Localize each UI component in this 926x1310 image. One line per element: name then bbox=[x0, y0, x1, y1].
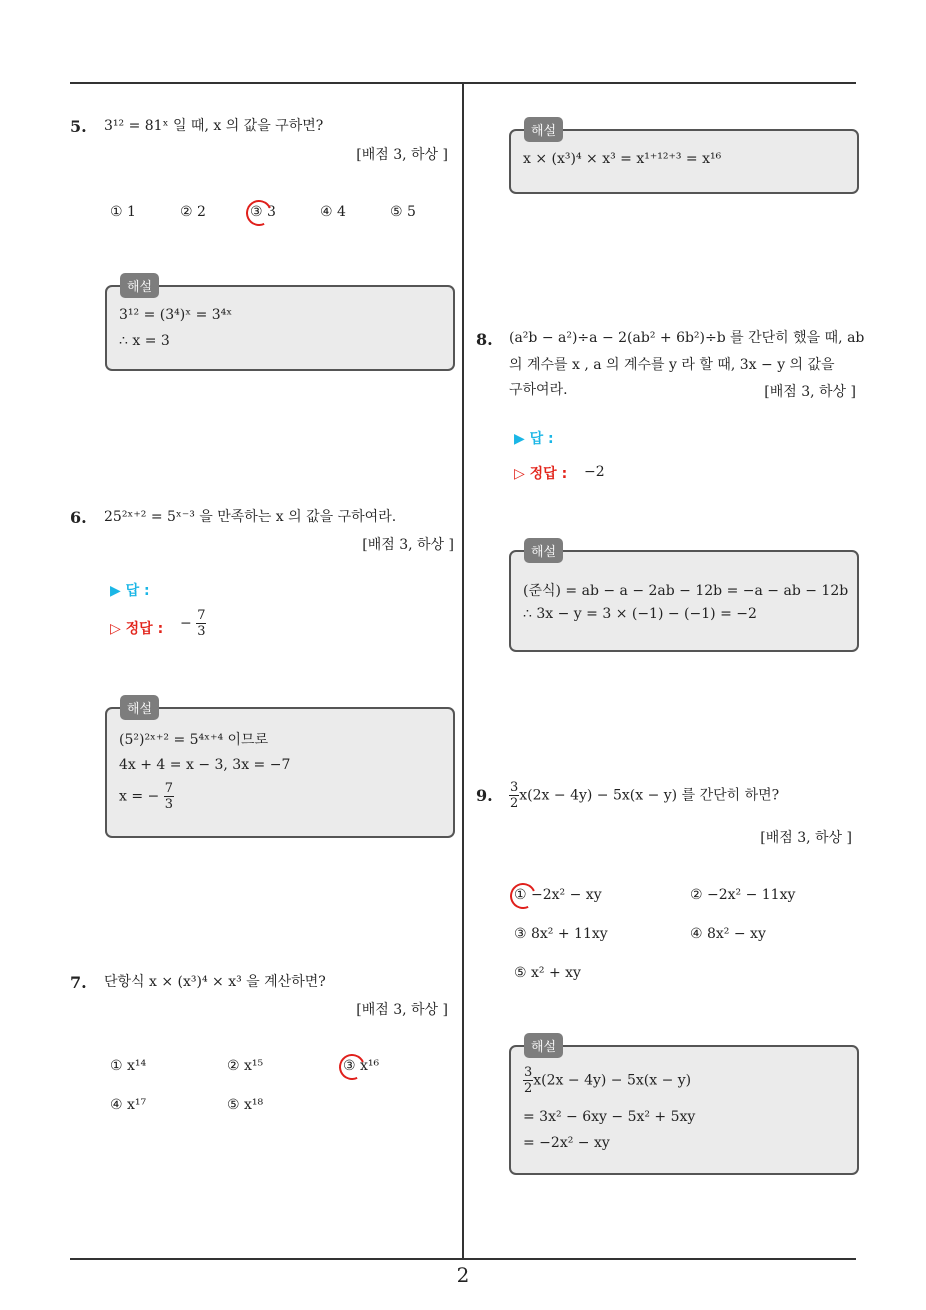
q9-solution-numerator: 3 bbox=[524, 1065, 533, 1080]
q8-text-line-1: (a²b − a²)÷a − 2(ab² + 6b²)÷b 를 간단히 했을 때, ab bbox=[509, 330, 865, 346]
q7-choice-4[interactable]: ④ x¹⁷ bbox=[110, 1097, 147, 1113]
q6-answer-label: ▶ 답 : bbox=[110, 583, 150, 599]
q9-fraction bbox=[509, 780, 519, 811]
q6-correct-sign: − bbox=[180, 615, 192, 632]
q9-text bbox=[509, 780, 779, 811]
q9-solution-line-3: = −2x² − xy bbox=[523, 1135, 610, 1151]
q7-solution-box bbox=[509, 124, 859, 194]
q9-choice-1[interactable] bbox=[514, 887, 602, 903]
q6-correct-denominator: 3 bbox=[197, 624, 206, 639]
q5-text: 3¹² = 81ˣ 일 때, x 의 값을 구하면? bbox=[104, 118, 324, 134]
q8-answer-label: ▶ 답 : bbox=[514, 431, 554, 447]
q6-correct-label: ▷ 정답 : bbox=[110, 621, 164, 637]
q9-choice-1-value: −2x² − xy bbox=[531, 887, 602, 903]
q5-choice-5[interactable]: ⑤ 5 bbox=[390, 204, 416, 220]
q5-choice-1[interactable]: ① 1 bbox=[110, 204, 136, 220]
q6-solution-box bbox=[105, 702, 455, 838]
q9-solution-denominator: 2 bbox=[524, 1081, 533, 1096]
q9-solution-line-2: = 3x² − 6xy − 5x² + 5xy bbox=[523, 1109, 696, 1125]
q8-text-line-2: 의 계수를 x , a 의 계수를 y 라 할 때, 3x − y 의 값을 bbox=[509, 357, 835, 373]
q6-solution-denominator: 3 bbox=[164, 797, 173, 812]
q9-numerator: 3 bbox=[510, 780, 519, 795]
q5-score: [배점 3, 하상 ] bbox=[356, 147, 448, 163]
q6-score: [배점 3, 하상 ] bbox=[362, 537, 454, 553]
q5-solution-box bbox=[105, 280, 455, 371]
q6-solution-fraction bbox=[164, 781, 174, 812]
solution-tag: 해설 bbox=[120, 695, 159, 720]
q5-choice-3-value: 3 bbox=[267, 204, 276, 220]
q9-text-body: x(2x − 4y) − 5x(x − y) 를 간단히 하면? bbox=[519, 787, 780, 804]
q6-text: 25²ˣ⁺² = 5ˣ⁻³ 을 만족하는 x 의 값을 구하여라. bbox=[104, 509, 397, 525]
q7-choice-5[interactable]: ⑤ x¹⁸ bbox=[227, 1097, 264, 1113]
q8-text-line-3: 구하여라. bbox=[509, 382, 568, 398]
q6-solution-line-3-prefix: x = − bbox=[119, 788, 160, 805]
q9-denominator: 2 bbox=[510, 796, 519, 811]
q7-choice-1[interactable]: ① x¹⁴ bbox=[110, 1058, 147, 1074]
q9-solution-line-1 bbox=[523, 1065, 691, 1096]
column-divider bbox=[462, 82, 464, 1259]
q7-choice-3-mark: ③ bbox=[343, 1058, 356, 1074]
q5-choice-2[interactable]: ② 2 bbox=[180, 204, 206, 220]
q7-choice-3[interactable] bbox=[343, 1058, 379, 1074]
q7-score: [배점 3, 하상 ] bbox=[356, 1002, 448, 1018]
q9-choice-4[interactable]: ④ 8x² − xy bbox=[690, 926, 766, 942]
q8-number: 8. bbox=[476, 330, 493, 349]
q9-score: [배점 3, 하상 ] bbox=[760, 830, 852, 846]
q9-solution-box bbox=[509, 1040, 859, 1175]
solution-tag: 해설 bbox=[524, 1033, 563, 1058]
q7-text: 단항식 x × (x³)⁴ × x³ 을 계산하면? bbox=[104, 974, 326, 990]
q7-choice-2[interactable]: ② x¹⁵ bbox=[227, 1058, 264, 1074]
q5-solution-line-2: ∴ x = 3 bbox=[119, 333, 170, 349]
q5-choice-3[interactable] bbox=[250, 204, 276, 220]
q5-choice-3-mark: ③ bbox=[250, 204, 263, 220]
solution-tag: 해설 bbox=[524, 538, 563, 563]
q7-number: 7. bbox=[70, 973, 87, 992]
q8-correct-value: −2 bbox=[584, 464, 605, 480]
q8-score: [배점 3, 하상 ] bbox=[764, 384, 856, 400]
q6-solution-line-3 bbox=[119, 781, 174, 812]
q6-solution-line-1: (5²)²ˣ⁺² = 5⁴ˣ⁺⁴ 이므로 bbox=[119, 732, 269, 748]
q9-choice-1-mark: ① bbox=[514, 887, 527, 903]
q6-solution-line-2: 4x + 4 = x − 3, 3x = −7 bbox=[119, 757, 291, 773]
q8-solution-box bbox=[509, 545, 859, 652]
q7-solution-line-1: x × (x³)⁴ × x³ = x¹⁺¹²⁺³ = x¹⁶ bbox=[523, 151, 722, 167]
q8-correct-label: ▷ 정답 : bbox=[514, 466, 568, 482]
q9-choice-3[interactable]: ③ 8x² + 11xy bbox=[514, 926, 608, 942]
selected-answer-circle-icon bbox=[506, 879, 539, 912]
selected-answer-circle-icon bbox=[242, 196, 275, 229]
q9-choice-5[interactable]: ⑤ x² + xy bbox=[514, 965, 581, 981]
q9-number: 9. bbox=[476, 786, 493, 805]
solution-tag: 해설 bbox=[120, 273, 159, 298]
q6-correct-numerator: 7 bbox=[197, 608, 206, 623]
solution-tag: 해설 bbox=[524, 117, 563, 142]
q5-choice-4[interactable]: ④ 4 bbox=[320, 204, 346, 220]
selected-answer-circle-icon bbox=[335, 1050, 368, 1083]
q8-solution-line-1: (준식) = ab − a − 2ab − 12b = −a − ab − 12b bbox=[523, 583, 849, 599]
q8-solution-line-2: ∴ 3x − y = 3 × (−1) − (−1) = −2 bbox=[523, 606, 757, 622]
q6-solution-numerator: 7 bbox=[164, 781, 173, 796]
q5-number: 5. bbox=[70, 117, 87, 136]
q7-choice-3-value: x¹⁶ bbox=[360, 1058, 380, 1074]
q9-solution-fraction bbox=[523, 1065, 533, 1096]
q5-solution-line-1: 3¹² = (3⁴)ˣ = 3⁴ˣ bbox=[119, 307, 233, 323]
q9-choice-2[interactable]: ② −2x² − 11xy bbox=[690, 887, 796, 903]
page-number: 2 bbox=[456, 1263, 470, 1287]
q6-correct-fraction bbox=[196, 608, 206, 639]
q9-solution-line-1-text: x(2x − 4y) − 5x(x − y) bbox=[533, 1072, 692, 1089]
q6-correct-value bbox=[180, 608, 206, 639]
q6-number: 6. bbox=[70, 508, 87, 527]
bottom-rule bbox=[70, 1258, 856, 1260]
